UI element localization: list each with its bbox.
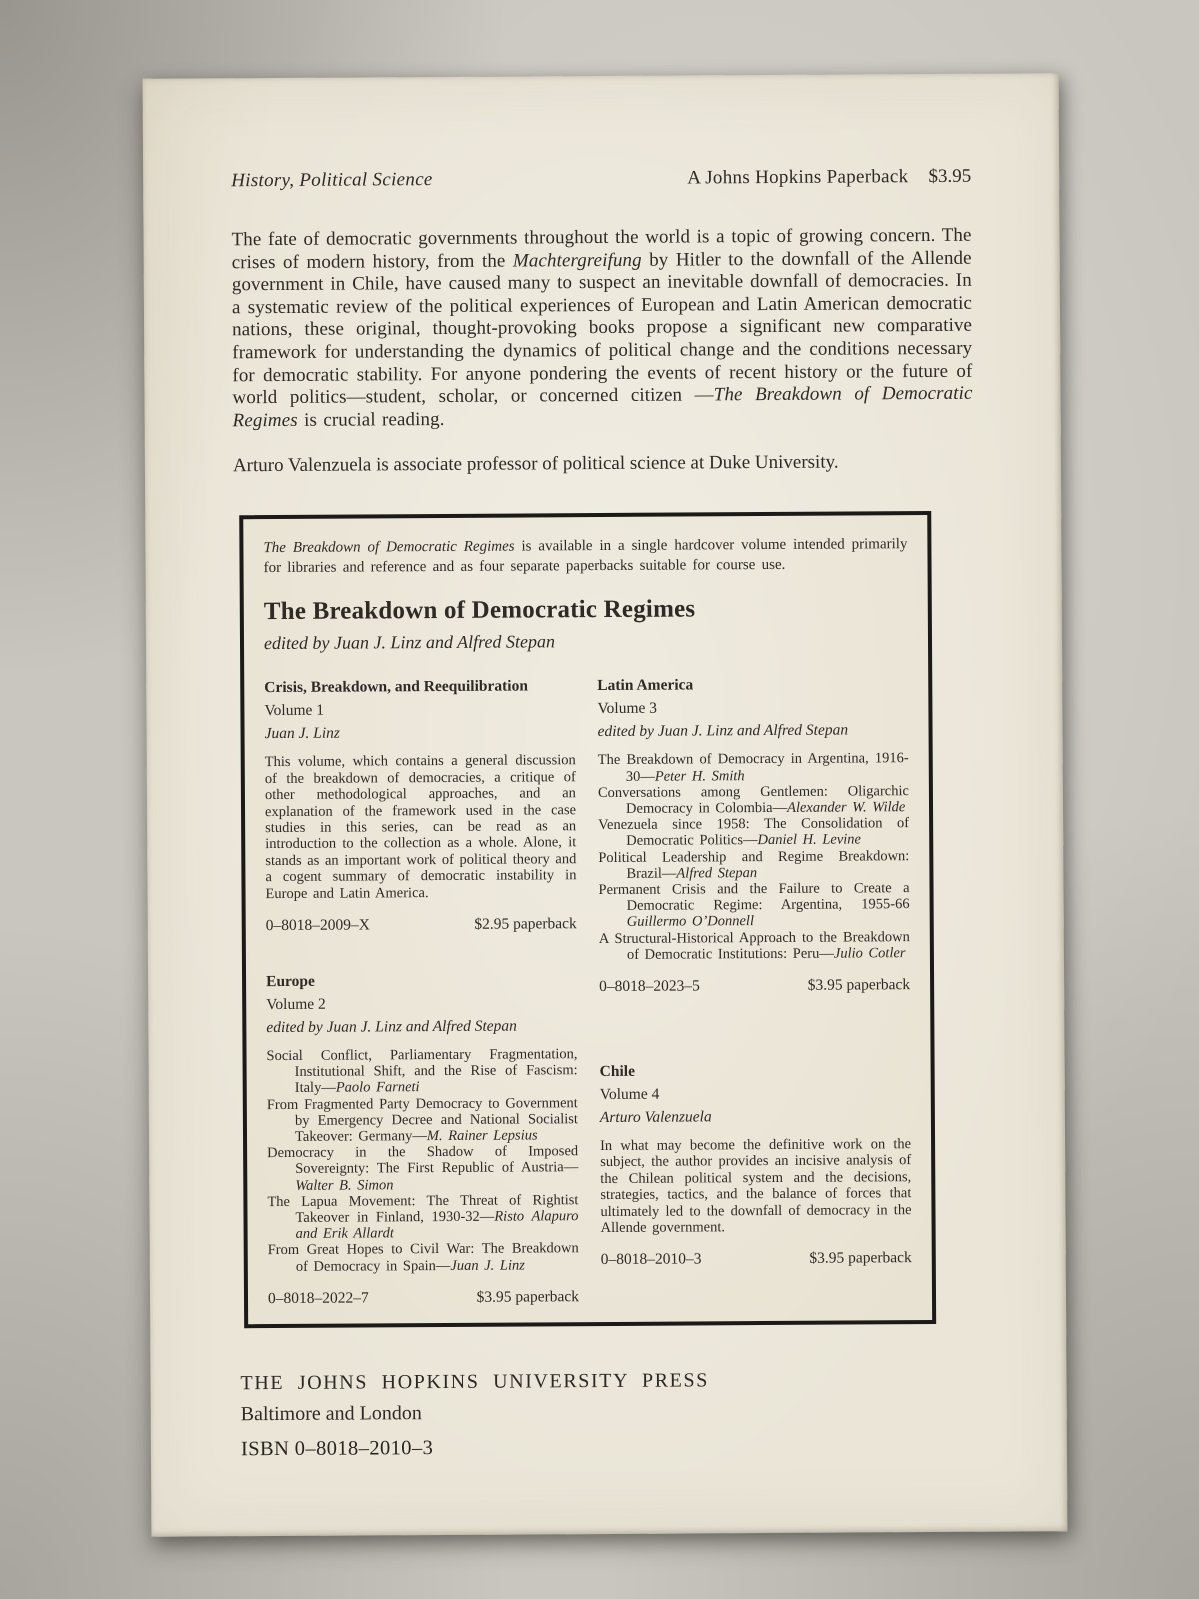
volume-2-section <box>266 968 579 1308</box>
cover-price: $3.95 <box>928 165 972 188</box>
essay-title: From Fragmented Party Democracy to Government by Emergency Decree and National Socialist Takeover: Germany— <box>266 1094 578 1145</box>
volume-1-author: Juan J. Linz <box>264 724 340 743</box>
volume-3-title: Latin America <box>597 676 694 695</box>
volume-4-author: Arturo Valenzuela <box>599 1108 712 1127</box>
essay-title: Political Leadership and Regime Breakdown: Brazil— <box>598 847 910 882</box>
volume-2-price: $3.95 paperback <box>476 1288 580 1306</box>
essay-author: Daniel H. Levine <box>757 831 862 849</box>
essay-title: Social Conflict, Parliamentary Fragmentation, Institutional Shift, and the Rise of Fascism: Italy— <box>266 1046 578 1097</box>
essay-author: Peter H. Smith <box>654 767 745 785</box>
essay-title: From Great Hopes to Civil War: The Breakdown of Democracy in Spain— <box>267 1240 579 1275</box>
volume-1-section <box>264 675 577 936</box>
essay-author: Guillermo O’Donnell <box>626 913 755 931</box>
essay-author: Walter B. Simon <box>295 1176 394 1194</box>
essay-item <box>267 1192 578 1243</box>
volume-3-section <box>597 672 910 996</box>
cover-blurb <box>231 225 972 433</box>
series-label: A Johns Hopkins Paperback <box>687 166 909 189</box>
essay-item <box>267 1095 578 1146</box>
volume-4-price: $3.95 paperback <box>809 1249 912 1268</box>
author-note: Arturo Valenzuela is associate professor of political science at Duke University. <box>232 451 839 477</box>
publisher-location: Baltimore and London <box>240 1401 422 1426</box>
volume-1-title: Crisis, Breakdown, and Reequilibration <box>264 677 529 697</box>
volume-2-editors: edited by Juan J. Linz and Alfred Stepan <box>266 1017 517 1037</box>
isbn-line: ISBN 0–8018–2010–3 <box>240 1436 434 1461</box>
volume-1-description: This volume, which contains a general discussion of the breakdown of democracies, a critique of other methodological approaches, and an explanation of the framework used in the case studies in this series, can be read as an introduction to the collection as a whole. Alone, it stands as an important work of political theory and a cogent summary of democratic instability in Europe and Latin America. <box>264 752 577 902</box>
essay-author: Julio Cotler <box>833 944 906 962</box>
volume-3-essay-list <box>598 750 910 963</box>
essay-author: M. Rainer Lepsius <box>426 1127 538 1145</box>
book-back-cover <box>143 73 1068 1537</box>
essay-title: Conversations among Gentlemen: Oligarchic Democracy in Colombia— <box>597 782 909 817</box>
volume-1-price: $2.95 paperback <box>474 915 577 933</box>
plain-text: by Hitler to the downfall of the Allende government in Chile, have caused many to suspect an inevitable downfall of democracies. In a systematic review of the political experiences of European and Latin American democratic nations, these original, thought-provoking books propose a significant new comparative framework for understanding the dynamics of political change and the conditions necessary for democratic stability. For anyone pondering the events of recent history or the future of world politics—student, scholar, or concerned citizen — <box>231 247 973 409</box>
essay-author: Juan J. Linz <box>450 1257 525 1274</box>
volume-1-isbn-row <box>266 915 577 935</box>
volume-4-section <box>600 1058 912 1269</box>
essay-item <box>598 783 909 817</box>
plain-text: The fate of democratic governments throughout the world is a topic of growing concern. The crises of modern history, from the <box>231 224 972 273</box>
essay-item <box>598 848 909 882</box>
volume-3-editors: edited by Juan J. Linz and Alfred Stepan <box>597 721 849 741</box>
right-column <box>597 672 912 1305</box>
essay-item <box>598 815 909 849</box>
plain-text: is crucial reading. <box>297 408 445 431</box>
volume-4-number: Volume 4 <box>599 1085 660 1104</box>
volumes-box <box>239 511 936 1328</box>
essay-author: Alexander W. Wilde <box>787 799 906 816</box>
essay-item <box>267 1143 578 1194</box>
series-editors: edited by Juan J. Linz and Alfred Stepan <box>263 631 556 654</box>
essay-author: Paolo Farneti <box>335 1079 420 1097</box>
essay-author: Alfred Stepan <box>676 864 758 882</box>
series-price <box>687 166 971 190</box>
italic-text: The Breakdown of Democratic Regimes <box>232 382 973 432</box>
series-title: The Breakdown of Democratic Regimes <box>263 595 696 626</box>
volume-4-description: In what may become the definitive work on the subject, the author provides an incisive analysis of the Chilean political system and the decisions, strategies, tactics, and the balance of forces that ultimately led to the downfall of democracy in the Allende government. <box>600 1136 912 1237</box>
volume-1-isbn: 0–8018–2009–X <box>265 916 370 935</box>
essay-author: Risto Alapuro and Erik Allardt <box>295 1208 579 1243</box>
essay-item <box>266 1046 577 1097</box>
cover-content <box>143 73 1067 1461</box>
essay-title: The Breakdown of Democracy in Argentina, 1916-30— <box>597 750 909 785</box>
essay-item <box>598 880 909 931</box>
essay-item <box>599 929 910 963</box>
publisher-name: THE JOHNS HOPKINS UNIVERSITY PRESS <box>240 1369 709 1395</box>
volume-4-isbn-row <box>601 1250 912 1270</box>
volume-2-isbn: 0–8018–2022–7 <box>267 1289 369 1307</box>
volume-4-isbn: 0–8018–2010–3 <box>600 1250 702 1269</box>
volume-2-number: Volume 2 <box>266 995 326 1014</box>
essay-title: The Lapua Movement: The Threat of Rightist Takeover in Finland, 1930-32— <box>267 1191 579 1226</box>
availability-note <box>263 535 907 578</box>
plain-text: is available in a single hardcover volume intended primarily for libraries and reference and as four separate paperbacks suitable for course use. <box>263 536 908 576</box>
left-column <box>264 675 579 1308</box>
volume-columns <box>264 672 912 1307</box>
volume-3-isbn-row <box>599 976 910 996</box>
italic-text: The Breakdown of Democratic Regimes <box>263 538 515 557</box>
volume-3-isbn: 0–8018–2023–5 <box>599 977 700 996</box>
volume-2-title: Europe <box>266 972 315 991</box>
essay-title: Democracy in the Shadow of Imposed Sovereignty: The First Republic of Austria— <box>267 1143 579 1178</box>
volume-1-number: Volume 1 <box>264 702 325 720</box>
essay-item <box>268 1241 579 1275</box>
volume-2-isbn-row <box>268 1288 579 1308</box>
italic-text: Machtergreifung <box>512 249 642 272</box>
volume-3-price: $3.95 paperback <box>807 976 911 994</box>
essay-title: Permanent Crisis and the Failure to Create a Democratic Regime: Argentina, 1955-66 <box>598 880 910 915</box>
essay-title: Venezuela since 1958: The Consolidation of Democratic Politics— <box>598 815 910 850</box>
essay-title: A Structural-Historical Approach to the Breakdown of Democratic Institutions: Peru— <box>598 928 910 963</box>
volume-2-essay-list <box>266 1046 578 1275</box>
volume-4-title: Chile <box>599 1062 635 1081</box>
essay-item <box>598 750 909 784</box>
publisher-block <box>240 1368 979 1462</box>
genre-label: History, Political Science <box>231 169 433 192</box>
volume-3-number: Volume 3 <box>597 700 658 718</box>
cover-header <box>231 166 971 193</box>
